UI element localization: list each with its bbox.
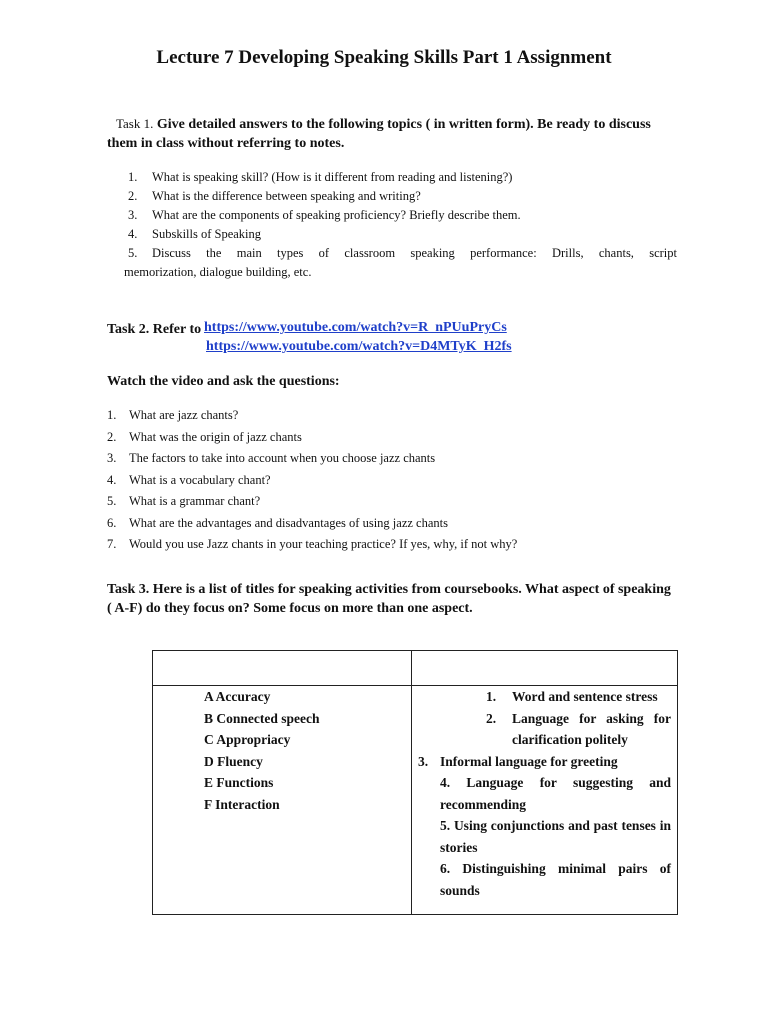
task3-instructions: Task 3. Here is a list of titles for speaking activities from coursebooks. What aspect of speaking ( A-F) do they focus on? Some focus on more than one aspect.	[107, 582, 671, 616]
task1-label: Task 1.	[116, 116, 154, 131]
task1-instructions: Give detailed answers to the following topics ( in written form). Be ready to discuss them in class without referring to notes.	[107, 117, 651, 151]
activity-item: 4. Language for suggesting and recommending	[440, 775, 671, 812]
list-item: 2. What was the origin of jazz chants	[107, 429, 302, 444]
table-header-row	[153, 651, 678, 686]
list-item: 5. What is a grammar chant?	[107, 494, 261, 508]
video-link-1[interactable]: https://www.youtube.com/watch?v=R_nPUuPryCs	[204, 320, 507, 335]
activity-item: 5. Using conjunctions and past tenses in stories	[440, 818, 671, 855]
activity-item: 6. Distinguishing minimal pairs of sounds	[440, 861, 672, 898]
list-item: 3. What are the components of speaking proficiency? Briefly describe them.	[128, 208, 521, 222]
activities-cell	[412, 686, 678, 915]
task2-instructions: Watch the video and ask the questions:	[107, 374, 340, 389]
aspect-item: B Connected speech	[204, 710, 320, 726]
aspect-item: C Appropriacy	[204, 732, 291, 747]
table-header-cell	[412, 651, 678, 686]
activity-item: 3. Informal language for greeting	[418, 753, 618, 769]
task2-label: Task 2. Refer to	[107, 322, 202, 337]
task2-question-list	[107, 405, 517, 556]
aspects-table	[152, 650, 678, 915]
page-title: Lecture 7 Developing Speaking Skills Part 1 Assignment	[156, 47, 612, 68]
table-row	[153, 686, 678, 915]
list-item: 2. What is the difference between speaking and writing?	[128, 189, 421, 203]
aspect-item: F Interaction	[204, 796, 280, 812]
list-item: 5. Discuss the main types of classroom speaking performance: Drills, chants, script	[128, 246, 677, 260]
list-item: 7. Would you use Jazz chants in your teaching practice? If yes, why, if not why?	[107, 537, 518, 551]
list-item: 1. What is speaking skill? (How is it different from reading and listening?)	[128, 170, 513, 184]
activity-item: 1. Word and sentence stress	[486, 689, 658, 704]
list-item: 1. What are jazz chants?	[107, 408, 239, 422]
list-item-continuation: memorization, dialogue building, etc.	[124, 265, 312, 279]
task1-intro	[107, 114, 679, 153]
list-item: 4. What is a vocabulary chant?	[107, 472, 271, 487]
aspects-cell	[153, 686, 412, 915]
aspect-item: E Functions	[204, 775, 274, 790]
aspect-item: A Accuracy	[204, 689, 271, 704]
list-item: 3. The factors to take into account when you choose jazz chants	[107, 451, 436, 465]
list-item: 6. What are the advantages and disadvantages of using jazz chants	[107, 515, 448, 530]
table-header-cell	[153, 651, 412, 686]
activity-item: 2. Language for asking for clarification politely	[486, 710, 671, 747]
video-link-2[interactable]: https://www.youtube.com/watch?v=D4MTyK_H2fs	[206, 339, 512, 354]
aspect-item: D Fluency	[204, 753, 263, 769]
task1-topic-list	[124, 168, 677, 282]
list-item: 4. Subskills of Speaking	[128, 227, 262, 241]
